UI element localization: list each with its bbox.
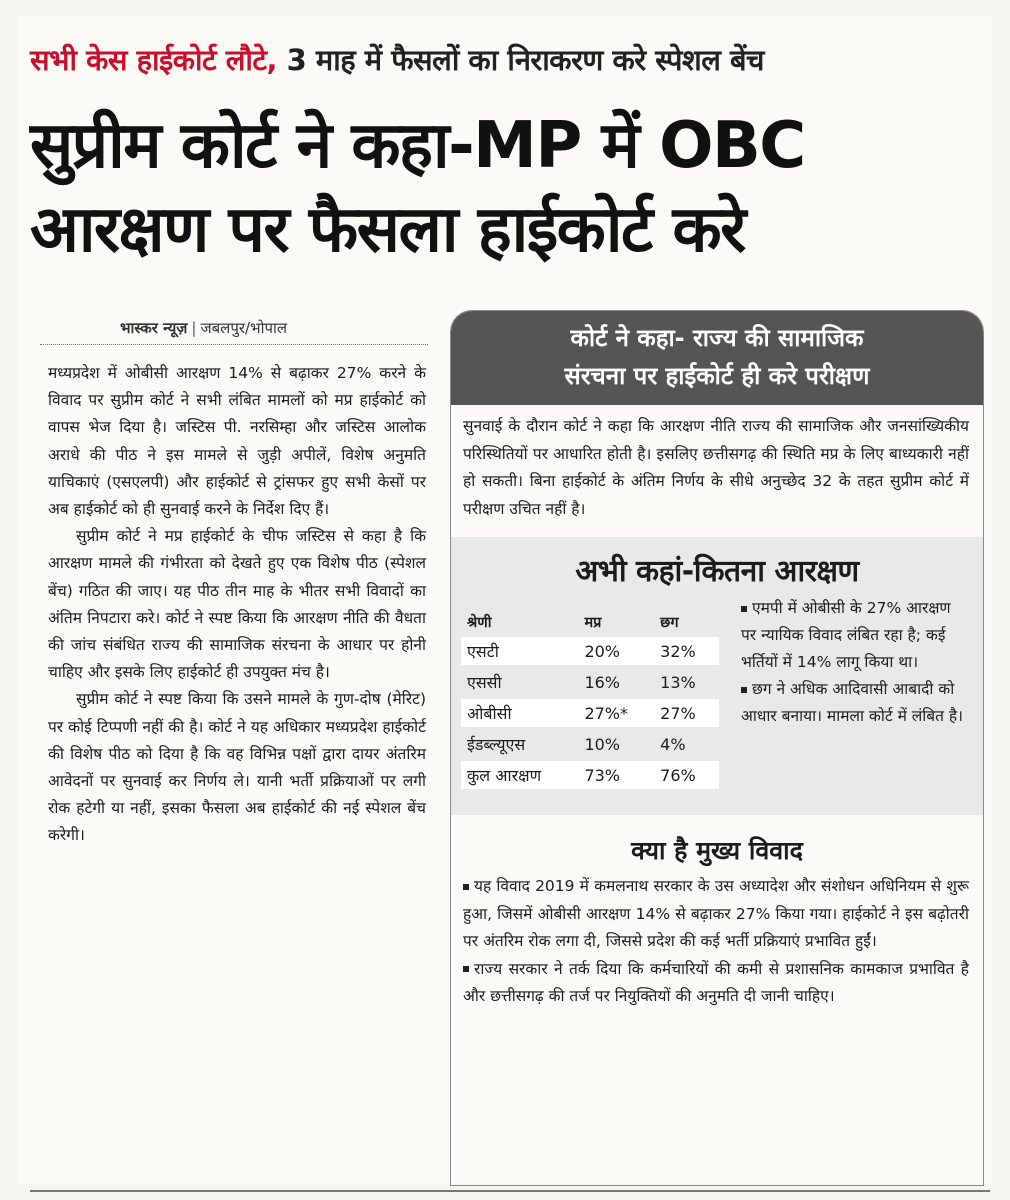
bullet-icon	[463, 884, 469, 890]
sidebar-intro-text: सुनवाई के दौरान कोर्ट ने कहा कि आरक्षण नीति राज्य की सामाजिक और जनसांख्यिकीय परिस्थितियों पर आधारित होती है। इसलिए छत्तीसगढ़ की स्थिति मप्र के लिए बाध्यकारी नहीं हो सकती। बिना हाईकोर्ट के अंतिम निर्णय के सीधे अनुच्छेद 32 के तहत सुप्रीम कोर्ट में परीक्षण उचित नहीं है।	[463, 417, 969, 518]
bottom-divider	[30, 1190, 990, 1192]
header-category: श्रेणी	[467, 615, 492, 631]
kicker-highlight: सभी केस हाईकोर्ट लौटे,	[30, 43, 278, 77]
dispute-item	[463, 956, 969, 1011]
header-mp: मप्र	[584, 615, 602, 631]
kicker-line	[30, 40, 764, 79]
byline	[120, 318, 287, 338]
note-text: एमपी में ओबीसी के 27% आरक्षण पर न्यायिक विवाद लंबित रहा है; कई भर्तियों में 14% लागू किया था।	[741, 599, 951, 671]
row-mp-value: 16%	[578, 668, 654, 696]
byline-separator: |	[191, 319, 197, 337]
sidebar-box	[450, 310, 984, 1186]
headline-line-2: आरक्षण पर फैसला हाईकोर्ट करे	[30, 193, 745, 267]
article-body	[48, 360, 426, 850]
reservation-table	[461, 607, 719, 792]
article-paragraph-2: सुप्रीम कोर्ट ने मप्र हाईकोर्ट के चीफ जस्टिस से कहा है कि आरक्षण मामले की गंभीरता को देखते हुए एक विशेष पीठ (स्पेशल बेंच) गठित की जाए। यह पीठ तीन माह के भीतर सभी विवादों का अंतिम निपटारा करे। कोर्ट ने स्पष्ट किया कि आरक्षण नीति की वैधता की जांच संबंधित राज्य की सामाजिक संरचना के आधार पर होनी चाहिए और इसके लिए हाईकोर्ट ही उपयुक्त मंच है।	[48, 527, 426, 682]
row-mp-value: 20%	[578, 637, 654, 665]
table-header-row	[461, 610, 719, 634]
dispute-item	[463, 873, 969, 956]
dispute-text: यह विवाद 2019 में कमलनाथ सरकार के उस अध्यादेश और संशोधन अधिनियम से शुरू हुआ, जिसमें ओबीसी आरक्षण 14% से बढ़ाकर 27% किया गया। हाईकोर्ट ने इस बढ़ोतरी पर अंतरिम रोक लगा दी, जिससे प्रदेश की कई भर्ती प्रक्रियाएं प्रभावित हुईं।	[463, 877, 969, 950]
dispute-text: राज्य सरकार ने तर्क दिया कि कर्मचारियों की कमी से प्रशासनिक कामकाज प्रभावित है और छत्तीसगढ़ की तर्ज पर नियुक्तियों की अनुमति दी जानी चाहिए।	[463, 959, 969, 1005]
dispute-title: क्या है मुख्य विवाद	[631, 836, 803, 865]
row-cg-value: 27%	[654, 699, 719, 727]
headline	[30, 104, 980, 272]
table-row	[461, 730, 719, 758]
table-row	[461, 761, 719, 789]
row-category: एससी	[461, 668, 578, 696]
reservation-title: अभी कहां-कितना आरक्षण	[575, 554, 859, 589]
note-text: छग ने अधिक आदिवासी आबादी को आधार बनाया। मामला कोर्ट में लंबित है।	[741, 680, 964, 725]
article-paragraph-3: सुप्रीम कोर्ट ने स्पष्ट किया कि उसने मामले के गुण-दोष (मेरिट) पर कोई टिप्पणी नहीं की है। कोर्ट ने यह अधिकार मध्यप्रदेश हाईकोर्ट की विशेष पीठ को दिया है कि वह विभिन्न पक्षों द्वारा दायर अंतरिम आवेदनों पर सुनवाई कर निर्णय ले। यानी भर्ती प्रक्रियाओं पर लगी रोक हटेगी या नहीं, इसका फैसला अब हाईकोर्ट की नई स्पेशल बेंच करेगी।	[48, 690, 426, 845]
note-item	[741, 676, 967, 730]
bullet-icon	[741, 687, 747, 693]
byline-source: भास्कर न्यूज़	[120, 319, 188, 337]
article-paragraph-1: मध्यप्रदेश में ओबीसी आरक्षण 14% से बढ़ाकर 27% करने के विवाद पर सुप्रीम कोर्ट ने सभी लंबित मामलों को मप्र हाईकोर्ट को वापस भेज दिया है। जस्टिस पी. नरसिम्हा और जस्टिस आलोक अराधे की पीठ ने इस मामले से जुड़ी अपीलें, विशेष अनुमति याचिकाएं (एसएलपी) और हाईकोर्ट से ट्रांसफर हुए सभी केसों पर अब हाईकोर्ट को ही सुनवाई करने के निर्देश दिए हैं।	[48, 364, 426, 519]
row-category: एसटी	[461, 637, 578, 665]
bullet-icon	[463, 966, 469, 972]
bullet-icon	[741, 606, 747, 612]
table-row	[461, 637, 719, 665]
sidebar-heading	[451, 311, 983, 405]
row-cg-value: 32%	[654, 637, 719, 665]
row-cg-value: 13%	[654, 668, 719, 696]
sidebar-heading-line-2: संरचना पर हाईकोर्ट ही करे परीक्षण	[564, 362, 870, 390]
reservation-section	[451, 537, 983, 815]
row-category: ईडब्ल्यूएस	[461, 730, 578, 758]
row-cg-value: 76%	[654, 761, 719, 789]
reservation-notes	[741, 595, 967, 730]
kicker-text: 3 माह में फैसलों का निराकरण करे स्पेशल बेंच	[286, 43, 764, 77]
row-mp-value: 73%	[578, 761, 654, 789]
row-mp-value: 10%	[578, 730, 654, 758]
header-cg: छग	[660, 615, 679, 631]
byline-divider	[40, 344, 428, 345]
row-mp-value: 27%*	[578, 699, 654, 727]
row-category: कुल आरक्षण	[461, 761, 578, 789]
sidebar-intro	[451, 405, 983, 523]
note-item	[741, 595, 967, 676]
dispute-points	[451, 873, 983, 1011]
headline-line-1: सुप्रीम कोर्ट ने कहा-MP में OBC	[30, 109, 805, 183]
row-cg-value: 4%	[654, 730, 719, 758]
table-row	[461, 668, 719, 696]
table-row	[461, 699, 719, 727]
row-category: ओबीसी	[461, 699, 578, 727]
sidebar-heading-line-1: कोर्ट ने कहा- राज्य की सामाजिक	[570, 324, 864, 352]
byline-place: जबलपुर/भोपाल	[200, 319, 288, 337]
